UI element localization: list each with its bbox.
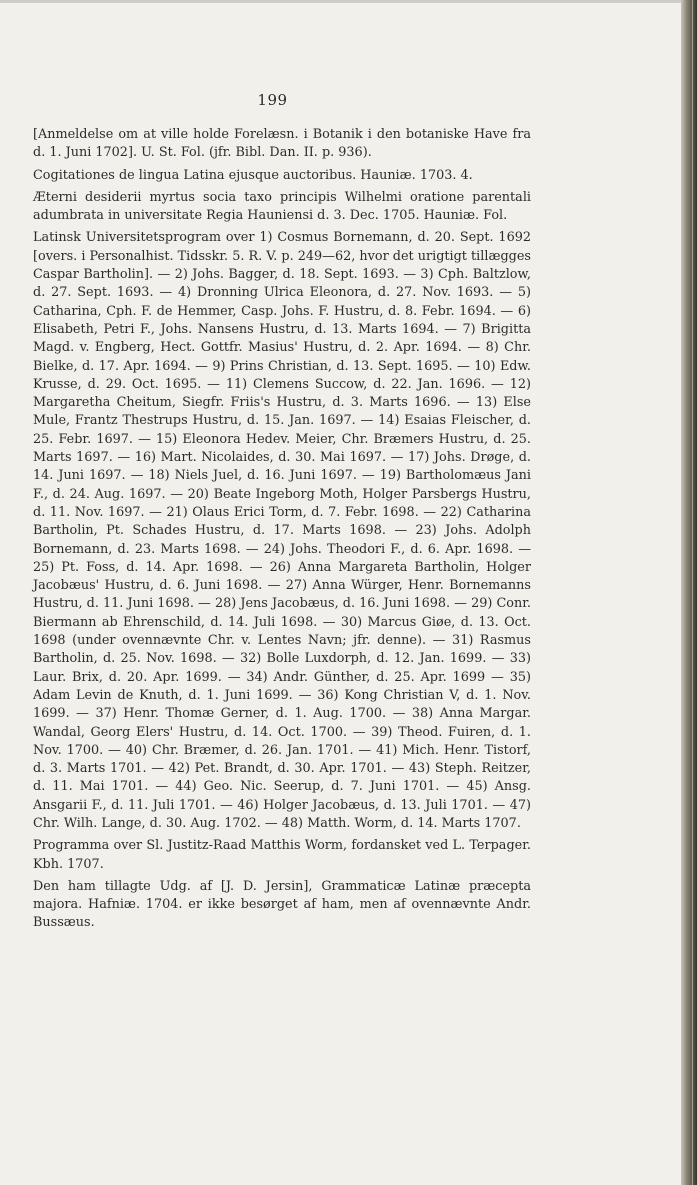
bibliography-entry-lecture-notice: [Anmeldelse om at ville holde Forelæsn. i Botanik i den botaniske Have fra d. 1. Juni 1702]. U. St. Fol. (jfr. Bibl. Dan. II. p. 936). [33,127,531,161]
page-edge-highlight [692,0,693,1185]
bibliography-entry-aeterni-desiderii: Æterni desiderii myrtus socia taxo principis Wilhelmi oratione parentali adumbrata in universitate Regia Hauniensi d. 3. Dec. 1705. Hauniæ. Fol. [33,189,531,224]
book-page-edge [681,0,697,1185]
page-number: 199 [257,91,288,109]
bibliography-entry-jersin-grammar: Den ham tillagte Udg. af [J. D. Jersin], Grammaticæ Latinæ præcepta majora. Hafniæ. 1704. er ikke besørget af ham, men af ovennævnte Andr. Bussæus. [33,878,531,931]
bibliography-entry-programma-worm: Programma over Sl. Justitz-Raad Matthis Worm, fordansket ved L. Terpager. Kbh. 1707. [33,838,531,872]
bibliography-entry-cogitationes: Cogitationes de lingua Latina ejusque auctoribus. Hauniæ. 1703. 4. [33,167,473,183]
bibliography-entry-university-programs: Latinsk Universitetsprogram over 1) Cosmus Bornemann, d. 20. Sept. 1692 [overs. i Personalhist. Tidsskr. 5. R. V. p. 249—62, hvor det urigtigt tillægges Caspar Bartholin]. — 2) Johs. Bagger, d. 18. Sept. 1693. — 3) Cph. Baltzlow, d. 27. Sept. 1693. — 4) Dronning Ulrica Eleonora, d. 27. Nov. 1693. — 5) Catharina, Cph. F. de Hemmer, Casp. Johs. F. Hustru, d. 8. Febr. 1694. — 6) Elisabeth, Petri F., Johs. Nansens Hustru, d. 13. Marts 1694. — 7) Brigitta Magd. v. Engberg, Hect. Gottfr. Masius' Hustru, d. 2. Apr. 1694. — 8) Chr. Bielke, d. 17. Apr. 1694. — 9) Prins Christian, d. 13. Sept. 1695. — 10) Edw. Krusse, d. 29. Oct. 1695. — 11) Clemens Succow, d. 22. Jan. 1696. — 12) Margaretha Cheitum, Siegfr. Friis's Hustru, d. 3. Marts 1696. — 13) Else Mule, Frantz Thestrups Hustru, d. 15. Jan. 1697. — 14) Esaias Fleischer, d. 25. Febr. 1697. — 15) Eleonora Hedev. Meier, Chr. Bræmers Hustru, d. 25. Marts 1697. — 16) Mart. Nicolaides, d. 30. Mai 1697. — 17) Johs. Drøge, d. 14. Juni 1697. — 18) Niels Juel, d. 16. Juni 1697. — 19) Bartholomæus Jani F., d. 24. Aug. 1697. — 20) Beate Ingeborg Moth, Holger Parsbergs Hustru, d. 11. Nov. 1697. — 21) Olaus Erici Torm, d. 7. Febr. 1698. — 22) Catharina Bartholin, Pt. Schades Hustru, d. 17. Marts 1698. — 23) Johs. Adolph Bornemann, d. 23. Marts 1698. — 24) Johs. Theodori F., d. 6. Apr. 1698. — 25) Pt. Foss, d. 14. Apr. 1698. — 26) Anna Margareta Bartholin, Holger Jacobæus' Hustru, d. 6. Juni 1698. — 27) Anna Würger, Henr. Bornemanns Hustru, d. 11. Juni 1698. — 28) Jens Jacobæus, d. 16. Juni 1698. — 29) Conr. Biermann ab Ehrenschild, d. 14. Juli 1698. — 30) Marcus Giøe, d. 13. Oct. 1698 (under ovennævnte Chr. v. Lentes Navn; jfr. denne). — 31) Rasmus Bartholin, d. 25. Nov. 1698. — 32) Bolle Luxdorph, d. 12. Jan. 1699. — 33) Laur. Brix, d. 20. Apr. 1699. — 34) Andr. Günther, d. 25. Apr. 1699 — 35) Adam Levin de Knuth, d. 1. Juni 1699. — 36) Kong Christian V, d. 1. Nov. 1699. — 37) Henr. Thomæ Gerner, d. 1. Aug. 1700. — 38) Anna Margar. Wandal, Georg Elers' Hustru, d. 14. Oct. 1700. — 39) Theod. Fuiren, d. 1. Nov. 1700. — 40) Chr. Bræmer, d. 26. Jan. 1701. — 41) Mich. Henr. Tistorf, d. 3. Marts 1701. — 42) Pet. Brandt, d. 30. Apr. 1701. — 43) Steph. Reitzer, d. 11. Mai 1701. — 44) Geo. Nic. Seerup, d. 7. Juni 1701. — 45) Ansg. Ansgarii F., d. 11. Juli 1701. — 46) Holger Jacobæus, d. 13. Juli 1701. — 47) Chr. Wilh. Lange, d. 30. Aug. 1702. — 48) Matth. Worm, d. 14. Marts 1707. [33,230,531,831]
page-body [33,126,531,937]
